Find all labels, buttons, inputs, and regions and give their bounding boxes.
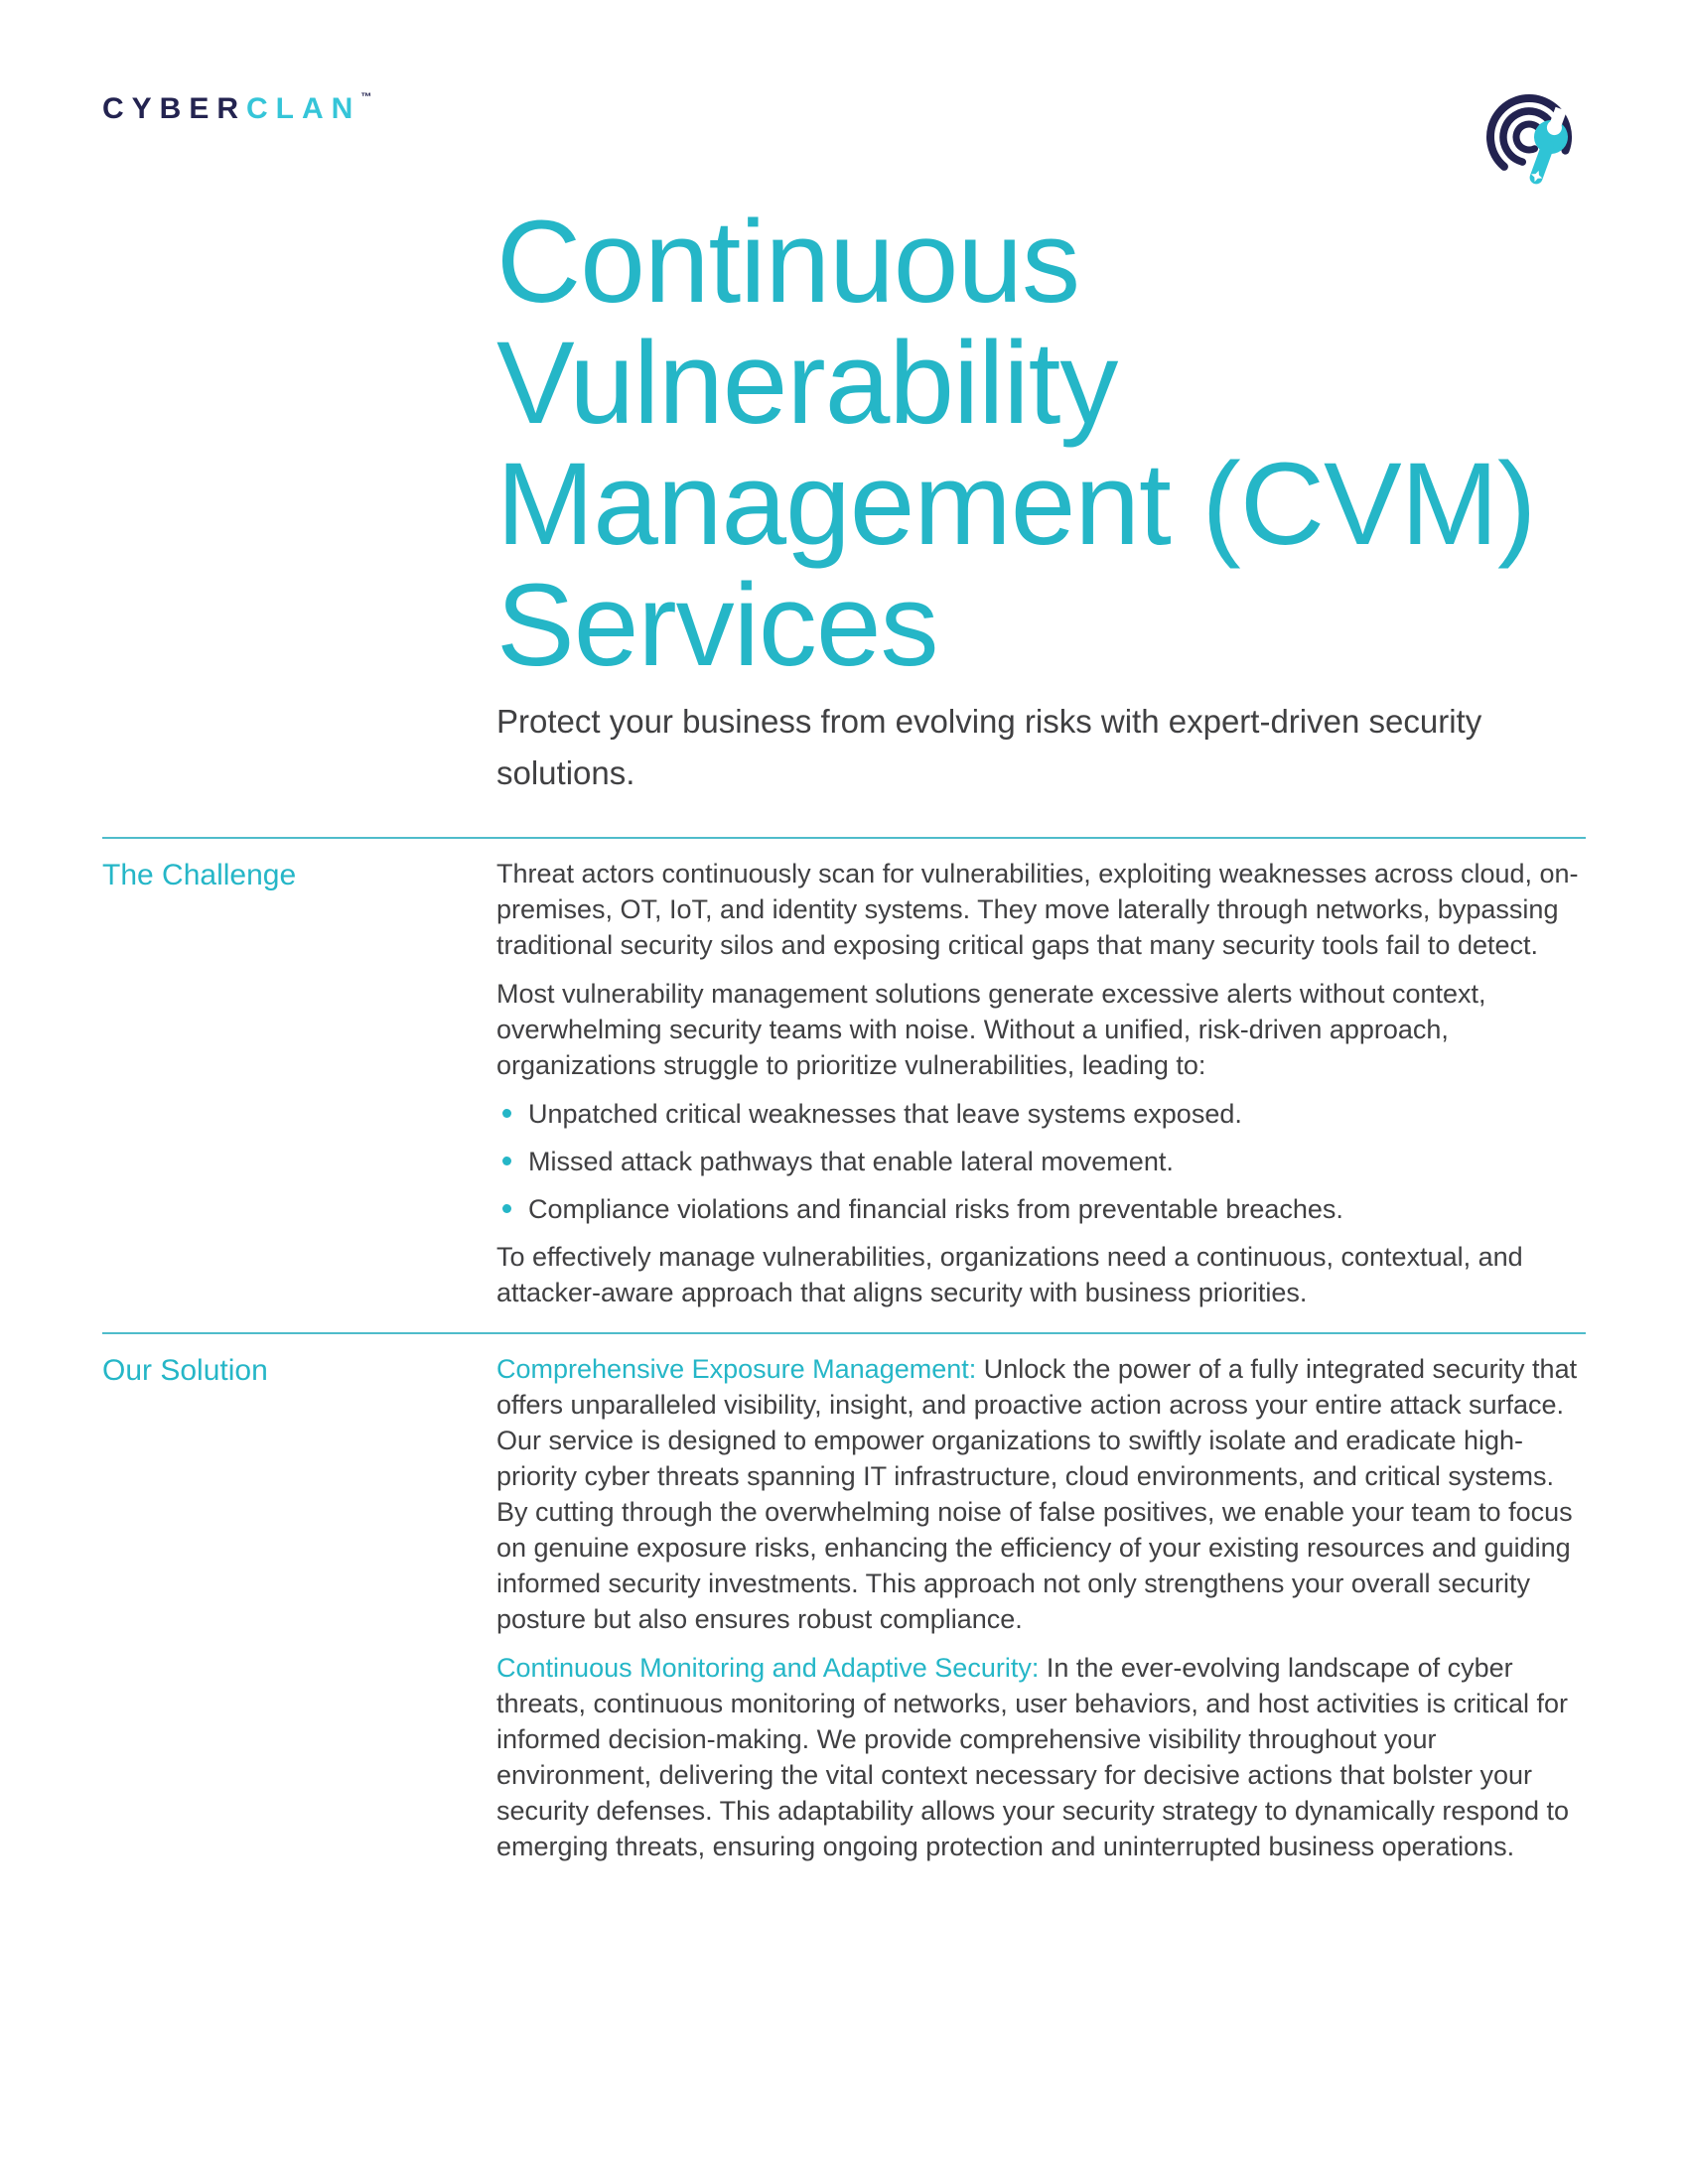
paragraph-text: Unlock the power of a fully integrated security that offers unparalleled visibility, insight, and proactive action across your entire attack surface. Our service is designed to empower organizations to swiftly isolate and eradicate high-priority cyber threats spanning IT infrastructure, cloud environments, and critical systems. By cutting through the overwhelming noise of false positives, we enable your team to focus on genuine exposure risks, enhancing the efficiency of your existing resources and guiding informed security investments. This approach not only strengthens your overall security posture but also ensures robust compliance. (496, 1354, 1578, 1634)
hero (496, 197, 1623, 799)
bullet-item (496, 1096, 1586, 1132)
section-label-challenge: The Challenge (102, 859, 297, 891)
title-line: Continuous (496, 197, 1079, 328)
section-body-solution (496, 1351, 1586, 1877)
sections (102, 837, 1586, 1877)
bullet-list (496, 1096, 1586, 1227)
title-line: Vulnerability (496, 318, 1118, 449)
section-label-solution: Our Solution (102, 1354, 268, 1387)
section-challenge (102, 837, 1586, 1332)
page-title (496, 197, 1623, 691)
page-subtitle: Protect your business from evolving risks with expert-driven security solutions. (496, 703, 1482, 791)
logo-text-cyber: CYBER (102, 92, 247, 125)
trademark-symbol: ™ (360, 91, 373, 103)
section-body-challenge (496, 856, 1586, 1323)
paragraph-lead: Continuous Monitoring and Adaptive Security: (496, 1653, 1040, 1683)
paragraph: Most vulnerability management solutions generate excessive alerts without context, overwhelming security teams with noise. Without a unified, risk-driven approach, organizations struggle to prioritize vulnerabilities, leading to: (496, 979, 1486, 1080)
bullet-icon (502, 1109, 511, 1118)
brand-logo (102, 91, 372, 126)
paragraph: Threat actors continuously scan for vulnerabilities, exploiting weaknesses across cloud, on-premises, OT, IoT, and identity systems. They move laterally through networks, bypassing traditional security silos and exposing critical gaps that many security tools fail to detect. (496, 859, 1579, 960)
title-line: Management (CVM) (496, 439, 1536, 570)
paragraph-lead: Comprehensive Exposure Management: (496, 1354, 977, 1384)
title-line: Services (496, 560, 938, 691)
logo-text-clan: CLAN (246, 92, 361, 125)
paragraph: To effectively manage vulnerabilities, organizations need a continuous, contextual, and attacker-aware approach that aligns security with business priorities. (496, 1242, 1523, 1307)
bullet-icon (502, 1204, 511, 1213)
section-solution (102, 1332, 1586, 1877)
paragraph (496, 1650, 1586, 1864)
bullet-item (496, 1144, 1586, 1179)
radar-wrench-icon (1483, 89, 1593, 199)
paragraph-text: In the ever-evolving landscape of cyber threats, continuous monitoring of networks, user behaviors, and host activities is critical for informed decision-making. We provide comprehensive visibility throughout your environment, delivering the vital context necessary for decisive actions that bolster your security defenses. This adaptability allows your security strategy to dynamically respond to emerging threats, ensuring ongoing protection and uninterrupted business operations. (496, 1653, 1570, 1861)
bullet-text: Missed attack pathways that enable lateral movement. (528, 1147, 1174, 1176)
paragraph (496, 1351, 1586, 1637)
bullet-icon (502, 1157, 511, 1165)
bullet-text: Compliance violations and financial risks from preventable breaches. (528, 1194, 1343, 1224)
bullet-item (496, 1191, 1586, 1227)
bullet-text: Unpatched critical weaknesses that leave systems exposed. (528, 1099, 1242, 1129)
